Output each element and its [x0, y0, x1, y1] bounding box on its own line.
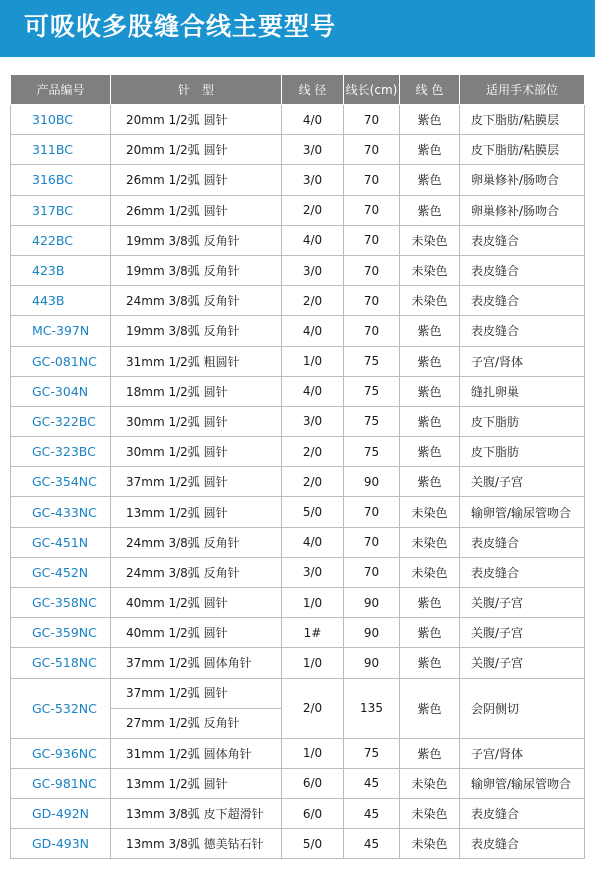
cell-model: GC-354NC [11, 467, 111, 497]
cell-gauge: 1/0 [282, 588, 344, 618]
cell-gauge: 3/0 [282, 165, 344, 195]
table-header-row [11, 75, 585, 105]
cell-color: 紫色 [400, 105, 460, 135]
cell-needle: 13mm 1/2弧 圆针 [111, 497, 282, 527]
table-row [11, 557, 585, 587]
cell-gauge: 4/0 [282, 376, 344, 406]
cell-model: GC-322BC [11, 406, 111, 436]
cell-length: 45 [344, 798, 400, 828]
cell-needle: 26mm 1/2弧 圆针 [111, 195, 282, 225]
cell-needle: 19mm 3/8弧 反角针 [111, 255, 282, 285]
cell-usage: 表皮缝合 [460, 557, 585, 587]
table-row [11, 105, 585, 135]
cell-color: 紫色 [400, 165, 460, 195]
table-row [11, 406, 585, 436]
table-row [11, 738, 585, 768]
cell-color: 未染色 [400, 225, 460, 255]
cell-length: 70 [344, 497, 400, 527]
cell-needle [111, 678, 282, 738]
table-row [11, 225, 585, 255]
cell-needle: 24mm 3/8弧 反角针 [111, 527, 282, 557]
cell-color: 未染色 [400, 768, 460, 798]
cell-gauge: 3/0 [282, 557, 344, 587]
table-row [11, 678, 585, 738]
cell-color: 未染色 [400, 255, 460, 285]
title-banner [0, 0, 595, 57]
cell-gauge: 5/0 [282, 829, 344, 859]
cell-model: GD-493N [11, 829, 111, 859]
cell-usage: 表皮缝合 [460, 225, 585, 255]
cell-gauge: 1/0 [282, 738, 344, 768]
needle-variants [111, 679, 281, 738]
product-spec-table [10, 74, 585, 859]
cell-needle-variant: 27mm 1/2弧 反角针 [111, 708, 281, 738]
cell-gauge: 3/0 [282, 135, 344, 165]
cell-needle-variant: 37mm 1/2弧 圆针 [126, 685, 228, 700]
cell-model: 316BC [11, 165, 111, 195]
cell-model: 443B [11, 286, 111, 316]
cell-gauge: 1/0 [282, 346, 344, 376]
cell-gauge: 4/0 [282, 316, 344, 346]
cell-color: 未染色 [400, 497, 460, 527]
cell-gauge: 2/0 [282, 195, 344, 225]
cell-length: 70 [344, 527, 400, 557]
cell-usage: 关腹/子宫 [460, 588, 585, 618]
cell-model: MC-397N [11, 316, 111, 346]
cell-model: GC-532NC [11, 678, 111, 738]
cell-needle: 20mm 1/2弧 圆针 [111, 105, 282, 135]
cell-length: 70 [344, 286, 400, 316]
cell-length: 90 [344, 588, 400, 618]
cell-gauge: 2/0 [282, 286, 344, 316]
cell-usage: 皮下脂肪 [460, 406, 585, 436]
cell-color: 紫色 [400, 135, 460, 165]
cell-usage: 表皮缝合 [460, 829, 585, 859]
cell-gauge: 6/0 [282, 798, 344, 828]
cell-gauge: 4/0 [282, 527, 344, 557]
cell-model: GD-492N [11, 798, 111, 828]
cell-usage: 皮下脂肪/粘膜层 [460, 135, 585, 165]
cell-length: 45 [344, 768, 400, 798]
cell-usage: 输卵管/输尿管吻合 [460, 768, 585, 798]
table-row [11, 286, 585, 316]
header-usage: 适用手术部位 [460, 75, 585, 105]
header-needle: 针 型 [111, 75, 282, 105]
cell-needle: 20mm 1/2弧 圆针 [111, 135, 282, 165]
cell-usage: 会阴侧切 [460, 678, 585, 738]
cell-color: 未染色 [400, 286, 460, 316]
cell-model: GC-359NC [11, 618, 111, 648]
table-row [11, 497, 585, 527]
cell-color: 紫色 [400, 376, 460, 406]
cell-usage: 子宫/肾体 [460, 738, 585, 768]
cell-length: 70 [344, 165, 400, 195]
cell-usage: 表皮缝合 [460, 316, 585, 346]
cell-color: 紫色 [400, 648, 460, 678]
cell-color: 紫色 [400, 195, 460, 225]
cell-needle: 37mm 1/2弧 圆体角针 [111, 648, 282, 678]
table-row [11, 346, 585, 376]
cell-usage: 皮下脂肪/粘膜层 [460, 105, 585, 135]
cell-needle: 31mm 1/2弧 粗圆针 [111, 346, 282, 376]
table-row [11, 165, 585, 195]
cell-needle: 40mm 1/2弧 圆针 [111, 588, 282, 618]
header-gauge: 线 径 [282, 75, 344, 105]
cell-length: 75 [344, 406, 400, 436]
header-model: 产品编号 [11, 75, 111, 105]
cell-color: 未染色 [400, 798, 460, 828]
table-row [11, 618, 585, 648]
cell-model: 423B [11, 255, 111, 285]
cell-color: 未染色 [400, 557, 460, 587]
header-color: 线 色 [400, 75, 460, 105]
cell-gauge: 2/0 [282, 437, 344, 467]
cell-usage: 输卵管/输尿管吻合 [460, 497, 585, 527]
table-row [11, 829, 585, 859]
cell-length: 70 [344, 195, 400, 225]
cell-length: 135 [344, 678, 400, 738]
cell-gauge: 5/0 [282, 497, 344, 527]
cell-length: 70 [344, 105, 400, 135]
cell-needle: 13mm 3/8弧 德美钻石针 [111, 829, 282, 859]
cell-needle: 30mm 1/2弧 圆针 [111, 437, 282, 467]
cell-usage: 关腹/子宫 [460, 467, 585, 497]
cell-usage: 子宫/肾体 [460, 346, 585, 376]
cell-length: 75 [344, 346, 400, 376]
table-row [11, 195, 585, 225]
table-row [11, 648, 585, 678]
cell-gauge: 3/0 [282, 255, 344, 285]
cell-length: 90 [344, 618, 400, 648]
table-row [11, 467, 585, 497]
cell-gauge: 1# [282, 618, 344, 648]
cell-model: GC-304N [11, 376, 111, 406]
cell-usage: 缝扎卵巢 [460, 376, 585, 406]
cell-model: 311BC [11, 135, 111, 165]
header-length: 线长(cm) [344, 75, 400, 105]
cell-length: 90 [344, 648, 400, 678]
table-row [11, 527, 585, 557]
cell-needle: 19mm 3/8弧 反角针 [111, 316, 282, 346]
cell-length: 70 [344, 557, 400, 587]
cell-model: GC-452N [11, 557, 111, 587]
cell-needle: 13mm 3/8弧 皮下超滑针 [111, 798, 282, 828]
cell-gauge: 3/0 [282, 406, 344, 436]
cell-length: 75 [344, 437, 400, 467]
cell-model: GC-081NC [11, 346, 111, 376]
cell-gauge: 1/0 [282, 648, 344, 678]
table-row [11, 437, 585, 467]
cell-needle: 30mm 1/2弧 圆针 [111, 406, 282, 436]
cell-usage: 卵巢修补/肠吻合 [460, 165, 585, 195]
cell-model: 310BC [11, 105, 111, 135]
cell-color: 紫色 [400, 678, 460, 738]
cell-color: 紫色 [400, 346, 460, 376]
cell-needle: 26mm 1/2弧 圆针 [111, 165, 282, 195]
cell-color: 紫色 [400, 618, 460, 648]
cell-length: 70 [344, 225, 400, 255]
cell-length: 70 [344, 255, 400, 285]
cell-length: 45 [344, 829, 400, 859]
table-row [11, 376, 585, 406]
table-row [11, 798, 585, 828]
cell-model: GC-451N [11, 527, 111, 557]
cell-usage: 表皮缝合 [460, 286, 585, 316]
cell-color: 紫色 [400, 437, 460, 467]
cell-needle: 24mm 3/8弧 反角针 [111, 557, 282, 587]
cell-model: 422BC [11, 225, 111, 255]
cell-length: 70 [344, 135, 400, 165]
cell-length: 70 [344, 316, 400, 346]
page-title: 可吸收多股缝合线主要型号 [24, 12, 337, 41]
cell-needle: 19mm 3/8弧 反角针 [111, 225, 282, 255]
cell-color: 紫色 [400, 588, 460, 618]
cell-usage: 皮下脂肪 [460, 437, 585, 467]
cell-usage: 表皮缝合 [460, 798, 585, 828]
cell-color: 紫色 [400, 316, 460, 346]
table-row [11, 255, 585, 285]
cell-gauge: 4/0 [282, 225, 344, 255]
cell-usage: 关腹/子宫 [460, 618, 585, 648]
cell-needle: 18mm 1/2弧 圆针 [111, 376, 282, 406]
cell-color: 紫色 [400, 406, 460, 436]
cell-length: 75 [344, 738, 400, 768]
cell-needle: 24mm 3/8弧 反角针 [111, 286, 282, 316]
cell-length: 75 [344, 376, 400, 406]
table-body [11, 105, 585, 859]
cell-model: GC-323BC [11, 437, 111, 467]
cell-gauge: 2/0 [282, 467, 344, 497]
cell-gauge: 2/0 [282, 678, 344, 738]
cell-needle: 40mm 1/2弧 圆针 [111, 618, 282, 648]
cell-color: 未染色 [400, 527, 460, 557]
cell-needle: 13mm 1/2弧 圆针 [111, 768, 282, 798]
cell-color: 紫色 [400, 738, 460, 768]
cell-gauge: 6/0 [282, 768, 344, 798]
table-row [11, 588, 585, 618]
cell-needle: 37mm 1/2弧 圆针 [111, 467, 282, 497]
cell-model: GC-518NC [11, 648, 111, 678]
cell-color: 未染色 [400, 829, 460, 859]
cell-needle: 31mm 1/2弧 圆体角针 [111, 738, 282, 768]
cell-model: 317BC [11, 195, 111, 225]
table-row [11, 135, 585, 165]
cell-model: GC-358NC [11, 588, 111, 618]
cell-usage: 关腹/子宫 [460, 648, 585, 678]
cell-length: 90 [344, 467, 400, 497]
table-row [11, 768, 585, 798]
cell-model: GC-936NC [11, 738, 111, 768]
cell-usage: 表皮缝合 [460, 255, 585, 285]
cell-color: 紫色 [400, 467, 460, 497]
table-row [11, 316, 585, 346]
cell-model: GC-433NC [11, 497, 111, 527]
cell-model: GC-981NC [11, 768, 111, 798]
cell-usage: 卵巢修补/肠吻合 [460, 195, 585, 225]
cell-usage: 表皮缝合 [460, 527, 585, 557]
cell-gauge: 4/0 [282, 105, 344, 135]
